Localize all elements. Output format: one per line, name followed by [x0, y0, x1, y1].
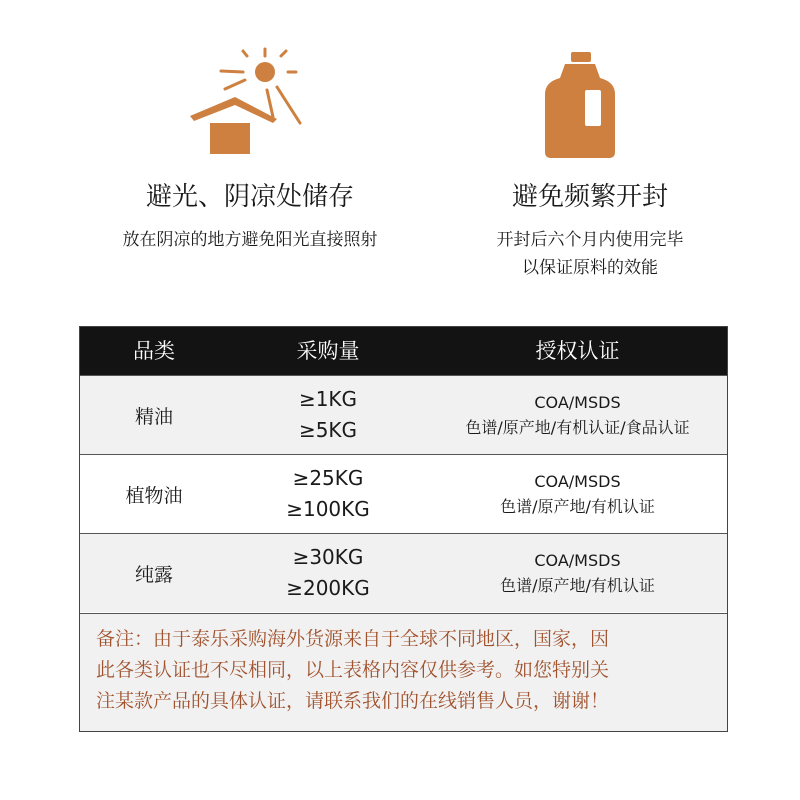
row-certifications: COA/MSDS 色谱/原产地/有机认证: [500, 551, 655, 595]
note-line: 备注：由于泰乐采购海外货源来自于全球不同地区，国家，因: [96, 628, 610, 650]
feature-desc-line: 放在阴凉的地方避免阳光直接照射: [122, 230, 378, 250]
row-category: 纯露: [134, 563, 173, 586]
header-category: 品类: [133, 339, 175, 363]
header-certification: 授权认证: [535, 339, 620, 363]
note-line: 此各类认证也不尽相同，以上表格内容仅供参考。如您特别关: [96, 659, 610, 681]
feature-desc-line: 开封后六个月内使用完毕: [496, 230, 684, 250]
procurement-table: [79, 326, 728, 732]
header-quantity: 采购量: [296, 339, 360, 363]
row-category: 植物油: [125, 484, 183, 507]
table-row: [80, 533, 727, 612]
table-row: [80, 375, 727, 454]
row-category: 精油: [134, 405, 173, 428]
sun-house-icon: [185, 45, 310, 160]
feature-title-storage: 避光、阴凉处储存: [145, 182, 354, 212]
row-quantities: ≥25KG ≥100KG: [286, 466, 370, 521]
table-row: [80, 454, 727, 533]
bottle-icon: [545, 52, 615, 158]
row-quantities: ≥1KG ≥5KG: [298, 387, 358, 442]
feature-title-opening: 避免频繁开封: [511, 182, 668, 212]
note-line: 注某款产品的具体认证，请联系我们的在线销售人员，谢谢！: [96, 690, 610, 712]
feature-desc-opening: [390, 226, 790, 282]
row-certifications: COA/MSDS 色谱/原产地/有机认证: [500, 472, 655, 516]
table-header: [80, 327, 727, 375]
table-note: [80, 613, 727, 731]
row-quantities: ≥30KG ≥200KG: [286, 545, 370, 600]
row-certifications: COA/MSDS 色谱/原产地/有机认证/食品认证: [465, 393, 690, 437]
feature-desc-line: 以保证原料的效能: [522, 258, 658, 278]
